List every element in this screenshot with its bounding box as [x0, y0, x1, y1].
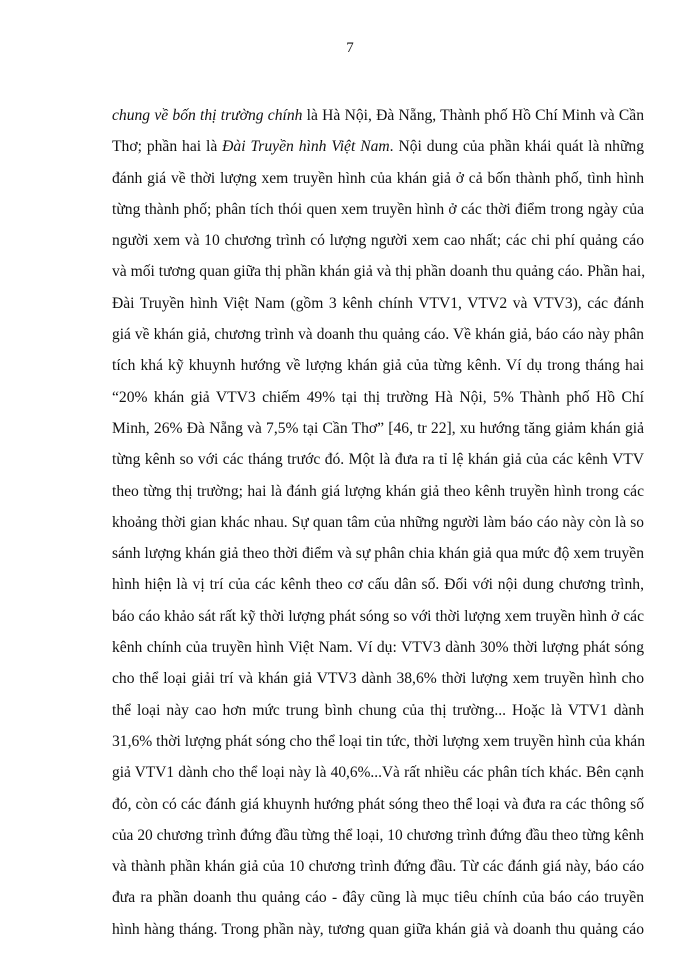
- text-line: và thành phần khán giả của 10 chương trình đứng đầu. Từ các đánh giá này, báo cáo: [112, 858, 644, 876]
- text-line: đưa ra phần doanh thu quảng cáo - đây cũng là mục tiêu chính của báo cáo truyền: [112, 889, 644, 907]
- body-text: [112, 100, 644, 945]
- text-line: Minh, 26% Đà Nẵng và 7,5% tại Cần Thơ” [46, tr 22], xu hướng tăng giảm khán giả: [112, 419, 644, 437]
- text-segment: Thơ; phần hai là: [112, 138, 223, 156]
- text-line: theo từng thị trường; hai là đánh giá lượng khán giả theo kênh truyền hình trong các: [112, 482, 644, 500]
- text-line: đánh giá về thời lượng xem truyền hình của khán giả ở cả bốn thành phố, tình hình: [112, 169, 644, 187]
- text-line: cho thể loại giải trí và khán giả VTV3 dành 38,6% thời lượng xem truyền hình cho: [112, 670, 644, 688]
- text-line: giả VTV1 dành cho thể loại này là 40,6%...Và rất nhiều các phân tích khác. Bên cạnh: [112, 764, 644, 782]
- italic-phrase: chung về bốn thị trường chính: [112, 107, 303, 124]
- text-line: tích khá kỹ khuynh hướng về lượng khán giả của từng kênh. Ví dụ trong tháng hai: [112, 357, 644, 375]
- text-line: kênh chính của truyền hình Việt Nam. Ví dụ: VTV3 dành 30% thời lượng phát sóng: [112, 639, 644, 657]
- text-line: báo cáo khảo sát rất kỹ thời lượng phát sóng so với thời lượng xem truyền hình ở các: [112, 607, 644, 625]
- text-line: hình hàng tháng. Trong phần này, tương quan giữa khán giả và doanh thu quảng cáo: [112, 920, 644, 938]
- text-line-1: [112, 100, 644, 131]
- text-line: người xem và 10 chương trình có lượng người xem cao nhất; các chi phí quảng cáo: [112, 232, 644, 250]
- text-line: “20% khán giả VTV3 chiếm 49% tại thị trường Hà Nội, 5% Thành phố Hồ Chí: [112, 388, 644, 406]
- text-line: của 20 chương trình đứng đầu từng thể loại, 10 chương trình đứng đầu theo từng kênh: [112, 826, 644, 844]
- text-line: từng thành phố; phân tích thói quen xem truyền hình ở các thời điểm trong ngày của: [112, 200, 644, 218]
- text-line: và mối tương quan giữa thị phần khán giả và thị phần doanh thu quảng cáo. Phần hai,: [112, 263, 646, 281]
- italic-phrase: Đài Truyền hình Việt Nam: [222, 138, 390, 156]
- text-line: hình hiện là vị trí của các kênh theo cơ cấu dân số. Đối với nội dung chương trình,: [112, 576, 644, 594]
- text-line: Đài Truyền hình Việt Nam (gồm 3 kênh chính VTV1, VTV2 và VTV3), các đánh: [112, 294, 644, 312]
- text-line: giá về khán giả, chương trình và doanh thu quảng cáo. Về khán giả, báo cáo này phân: [112, 326, 644, 344]
- page-number: 7: [346, 40, 354, 56]
- text-segment: . Nội dung của phần khái quát là những: [389, 138, 644, 156]
- text-line: khoảng thời gian khác nhau. Sự quan tâm của những người làm báo cáo này còn là so: [112, 513, 644, 531]
- text-line: thể loại này cao hơn mức trung bình chung của thị trường... Hoặc là VTV1 dành: [112, 701, 644, 719]
- text-segment: là Hà Nội, Đà Nẵng, Thành phố Hồ Chí Minh và Cần: [302, 107, 645, 124]
- text-line: từng kênh so với các tháng trước đó. Một là đưa ra tỉ lệ khán giả của các kênh VTV: [112, 451, 644, 469]
- text-line: sánh lượng khán giả theo thời điểm và sự phân chia khán giả qua mức độ xem truyền: [112, 545, 644, 563]
- text-line: đó, còn có các đánh giá khuynh hướng phát sóng theo thể loại và đưa ra các thông số: [112, 795, 644, 813]
- text-line-2: [112, 131, 644, 162]
- text-line: 31,6% thời lượng phát sóng cho thể loại tin tức, thời lượng xem truyền hình của khán: [112, 732, 645, 750]
